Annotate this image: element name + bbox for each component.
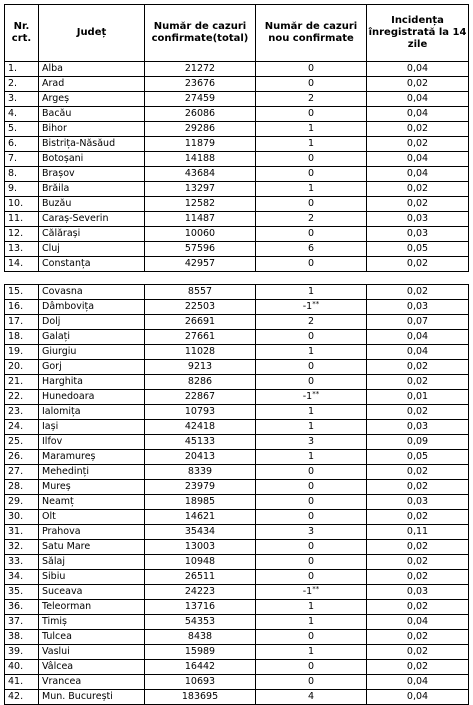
table-row bbox=[5, 257, 469, 272]
county-name: Bihor bbox=[39, 122, 145, 137]
county-name: Gorj bbox=[39, 360, 145, 375]
incidence-value: 0,04 bbox=[367, 107, 469, 122]
incidence-value: 0,02 bbox=[367, 465, 469, 480]
incidence-value: 0,02 bbox=[367, 660, 469, 675]
incidence-value: 0,02 bbox=[367, 555, 469, 570]
table-row bbox=[5, 495, 469, 510]
table-row bbox=[5, 77, 469, 92]
new-count: -1** bbox=[256, 300, 367, 315]
confirmed-count: 11028 bbox=[145, 345, 256, 360]
row-number: 30. bbox=[5, 510, 39, 525]
table-row bbox=[5, 227, 469, 242]
row-number: 42. bbox=[5, 690, 39, 705]
table-row bbox=[5, 480, 469, 495]
row-number: 17. bbox=[5, 315, 39, 330]
county-name: Mun. București bbox=[39, 690, 145, 705]
table-row bbox=[5, 660, 469, 675]
new-count: 0 bbox=[256, 630, 367, 645]
header-judet: Județ bbox=[39, 5, 145, 62]
new-count: 1 bbox=[256, 345, 367, 360]
row-number: 12. bbox=[5, 227, 39, 242]
row-number: 32. bbox=[5, 540, 39, 555]
row-number: 8. bbox=[5, 167, 39, 182]
row-number: 36. bbox=[5, 600, 39, 615]
county-name: Botoșani bbox=[39, 152, 145, 167]
row-number: 13. bbox=[5, 242, 39, 257]
row-number: 38. bbox=[5, 630, 39, 645]
county-name: Cluj bbox=[39, 242, 145, 257]
row-number: 5. bbox=[5, 122, 39, 137]
table-row bbox=[5, 197, 469, 212]
new-count: 0 bbox=[256, 540, 367, 555]
county-name: Constanța bbox=[39, 257, 145, 272]
incidence-value: 0,02 bbox=[367, 630, 469, 645]
county-name: Mehedinți bbox=[39, 465, 145, 480]
confirmed-count: 183695 bbox=[145, 690, 256, 705]
confirmed-count: 16442 bbox=[145, 660, 256, 675]
new-count: 2 bbox=[256, 212, 367, 227]
row-number: 26. bbox=[5, 450, 39, 465]
row-number: 27. bbox=[5, 465, 39, 480]
new-count: 0 bbox=[256, 555, 367, 570]
county-name: Maramureș bbox=[39, 450, 145, 465]
confirmed-count: 8339 bbox=[145, 465, 256, 480]
county-name: Alba bbox=[39, 62, 145, 77]
table-gap bbox=[5, 272, 469, 285]
table-row bbox=[5, 645, 469, 660]
table-row bbox=[5, 360, 469, 375]
table-row bbox=[5, 570, 469, 585]
table-row bbox=[5, 450, 469, 465]
county-name: Hunedoara bbox=[39, 390, 145, 405]
confirmed-count: 22867 bbox=[145, 390, 256, 405]
table-row bbox=[5, 510, 469, 525]
table-row bbox=[5, 465, 469, 480]
confirmed-count: 11879 bbox=[145, 137, 256, 152]
header-incidence: Incidența înregistrată la 14 zile bbox=[367, 5, 469, 62]
table-row bbox=[5, 212, 469, 227]
incidence-value: 0,04 bbox=[367, 690, 469, 705]
confirmed-count: 10693 bbox=[145, 675, 256, 690]
confirmed-count: 26511 bbox=[145, 570, 256, 585]
new-count: 2 bbox=[256, 92, 367, 107]
footnote-marker: ** bbox=[312, 300, 320, 309]
new-count: 4 bbox=[256, 690, 367, 705]
table-row bbox=[5, 420, 469, 435]
confirmed-count: 23979 bbox=[145, 480, 256, 495]
new-count: 1 bbox=[256, 615, 367, 630]
confirmed-count: 8438 bbox=[145, 630, 256, 645]
incidence-value: 0,02 bbox=[367, 137, 469, 152]
county-name: Neamț bbox=[39, 495, 145, 510]
row-number: 10. bbox=[5, 197, 39, 212]
table-row bbox=[5, 122, 469, 137]
incidence-value: 0,02 bbox=[367, 257, 469, 272]
header-new-cases: Număr de cazuri nou confirmate bbox=[256, 5, 367, 62]
table-row bbox=[5, 600, 469, 615]
confirmed-count: 24223 bbox=[145, 585, 256, 600]
confirmed-count: 13003 bbox=[145, 540, 256, 555]
incidence-value: 0,02 bbox=[367, 197, 469, 212]
confirmed-count: 13297 bbox=[145, 182, 256, 197]
table-row bbox=[5, 690, 469, 705]
county-name: Prahova bbox=[39, 525, 145, 540]
row-number: 20. bbox=[5, 360, 39, 375]
incidence-value: 0,02 bbox=[367, 570, 469, 585]
confirmed-count: 23676 bbox=[145, 77, 256, 92]
new-count: 3 bbox=[256, 525, 367, 540]
row-number: 39. bbox=[5, 645, 39, 660]
incidence-value: 0,02 bbox=[367, 600, 469, 615]
new-count: 0 bbox=[256, 480, 367, 495]
new-count: 0 bbox=[256, 197, 367, 212]
confirmed-count: 8557 bbox=[145, 285, 256, 300]
incidence-value: 0,02 bbox=[367, 405, 469, 420]
county-name: Sibiu bbox=[39, 570, 145, 585]
table-row bbox=[5, 242, 469, 257]
covid-cases-table bbox=[4, 4, 469, 705]
row-number: 41. bbox=[5, 675, 39, 690]
confirmed-count: 29286 bbox=[145, 122, 256, 137]
header-row bbox=[5, 5, 469, 62]
footnote-marker: ** bbox=[312, 390, 320, 399]
confirmed-count: 21272 bbox=[145, 62, 256, 77]
confirmed-count: 13716 bbox=[145, 600, 256, 615]
new-count: 0 bbox=[256, 77, 367, 92]
confirmed-count: 42957 bbox=[145, 257, 256, 272]
table-row bbox=[5, 92, 469, 107]
row-number: 19. bbox=[5, 345, 39, 360]
row-number: 21. bbox=[5, 375, 39, 390]
header-nr: Nr. crt. bbox=[5, 5, 39, 62]
table-row bbox=[5, 675, 469, 690]
table-row bbox=[5, 615, 469, 630]
new-count: 3 bbox=[256, 435, 367, 450]
row-number: 24. bbox=[5, 420, 39, 435]
new-count: 0 bbox=[256, 495, 367, 510]
incidence-value: 0,02 bbox=[367, 375, 469, 390]
gap-row bbox=[5, 272, 469, 285]
county-name: Ialomița bbox=[39, 405, 145, 420]
new-count: 1 bbox=[256, 182, 367, 197]
new-count: -1** bbox=[256, 585, 367, 600]
row-number: 23. bbox=[5, 405, 39, 420]
new-count: 1 bbox=[256, 137, 367, 152]
incidence-value: 0,04 bbox=[367, 330, 469, 345]
row-number: 15. bbox=[5, 285, 39, 300]
incidence-value: 0,03 bbox=[367, 227, 469, 242]
incidence-value: 0,04 bbox=[367, 62, 469, 77]
incidence-value: 0,11 bbox=[367, 525, 469, 540]
new-count: 0 bbox=[256, 62, 367, 77]
row-number: 22. bbox=[5, 390, 39, 405]
header-confirmed: Număr de cazuri confirmate(total) bbox=[145, 5, 256, 62]
new-count: 0 bbox=[256, 375, 367, 390]
new-count: 1 bbox=[256, 645, 367, 660]
table-row bbox=[5, 330, 469, 345]
incidence-value: 0,04 bbox=[367, 615, 469, 630]
confirmed-count: 35434 bbox=[145, 525, 256, 540]
row-number: 6. bbox=[5, 137, 39, 152]
county-name: Caraș-Severin bbox=[39, 212, 145, 227]
incidence-value: 0,07 bbox=[367, 315, 469, 330]
confirmed-count: 42418 bbox=[145, 420, 256, 435]
table-row bbox=[5, 375, 469, 390]
county-name: Buzău bbox=[39, 197, 145, 212]
row-number: 31. bbox=[5, 525, 39, 540]
row-number: 14. bbox=[5, 257, 39, 272]
table-row bbox=[5, 525, 469, 540]
row-number: 2. bbox=[5, 77, 39, 92]
row-number: 37. bbox=[5, 615, 39, 630]
county-name: Ilfov bbox=[39, 435, 145, 450]
table-row bbox=[5, 300, 469, 315]
incidence-value: 0,02 bbox=[367, 510, 469, 525]
new-count: 0 bbox=[256, 360, 367, 375]
row-number: 9. bbox=[5, 182, 39, 197]
incidence-value: 0,02 bbox=[367, 645, 469, 660]
row-number: 35. bbox=[5, 585, 39, 600]
new-count: 1 bbox=[256, 285, 367, 300]
county-name: Giurgiu bbox=[39, 345, 145, 360]
footnote-marker: ** bbox=[312, 585, 320, 594]
county-name: Arad bbox=[39, 77, 145, 92]
new-count: 1 bbox=[256, 122, 367, 137]
county-name: Tulcea bbox=[39, 630, 145, 645]
county-name: Dolj bbox=[39, 315, 145, 330]
county-name: Brașov bbox=[39, 167, 145, 182]
county-name: Harghita bbox=[39, 375, 145, 390]
row-number: 25. bbox=[5, 435, 39, 450]
incidence-value: 0,04 bbox=[367, 167, 469, 182]
new-count: 0 bbox=[256, 167, 367, 182]
confirmed-count: 15989 bbox=[145, 645, 256, 660]
new-count: 1 bbox=[256, 405, 367, 420]
table-row bbox=[5, 630, 469, 645]
county-name: Olt bbox=[39, 510, 145, 525]
incidence-value: 0,05 bbox=[367, 450, 469, 465]
incidence-value: 0,04 bbox=[367, 345, 469, 360]
confirmed-count: 18985 bbox=[145, 495, 256, 510]
incidence-value: 0,03 bbox=[367, 300, 469, 315]
row-number: 7. bbox=[5, 152, 39, 167]
confirmed-count: 27661 bbox=[145, 330, 256, 345]
new-count: 1 bbox=[256, 600, 367, 615]
table-body-part2 bbox=[5, 285, 469, 705]
county-name: Dâmbovița bbox=[39, 300, 145, 315]
table-row bbox=[5, 555, 469, 570]
incidence-value: 0,02 bbox=[367, 77, 469, 92]
new-count: 2 bbox=[256, 315, 367, 330]
new-count: 0 bbox=[256, 510, 367, 525]
incidence-value: 0,03 bbox=[367, 585, 469, 600]
table-row bbox=[5, 585, 469, 600]
new-count: 1 bbox=[256, 450, 367, 465]
table-row bbox=[5, 345, 469, 360]
row-number: 28. bbox=[5, 480, 39, 495]
incidence-value: 0,02 bbox=[367, 182, 469, 197]
incidence-value: 0,02 bbox=[367, 480, 469, 495]
incidence-value: 0,04 bbox=[367, 92, 469, 107]
incidence-value: 0,09 bbox=[367, 435, 469, 450]
confirmed-count: 45133 bbox=[145, 435, 256, 450]
confirmed-count: 43684 bbox=[145, 167, 256, 182]
table-body-part1 bbox=[5, 62, 469, 272]
county-name: Brăila bbox=[39, 182, 145, 197]
incidence-value: 0,02 bbox=[367, 122, 469, 137]
new-count: 0 bbox=[256, 227, 367, 242]
table-row bbox=[5, 315, 469, 330]
confirmed-count: 57596 bbox=[145, 242, 256, 257]
incidence-value: 0,03 bbox=[367, 212, 469, 227]
confirmed-count: 26086 bbox=[145, 107, 256, 122]
county-name: Vâlcea bbox=[39, 660, 145, 675]
county-name: Galați bbox=[39, 330, 145, 345]
county-name: Teleorman bbox=[39, 600, 145, 615]
row-number: 33. bbox=[5, 555, 39, 570]
confirmed-count: 27459 bbox=[145, 92, 256, 107]
confirmed-count: 9213 bbox=[145, 360, 256, 375]
new-count: 0 bbox=[256, 107, 367, 122]
row-number: 3. bbox=[5, 92, 39, 107]
table-row bbox=[5, 107, 469, 122]
new-count: 0 bbox=[256, 152, 367, 167]
confirmed-count: 26691 bbox=[145, 315, 256, 330]
new-count: 0 bbox=[256, 330, 367, 345]
table-row bbox=[5, 285, 469, 300]
incidence-value: 0,04 bbox=[367, 152, 469, 167]
incidence-value: 0,02 bbox=[367, 360, 469, 375]
row-number: 16. bbox=[5, 300, 39, 315]
confirmed-count: 22503 bbox=[145, 300, 256, 315]
table-row bbox=[5, 405, 469, 420]
confirmed-count: 12582 bbox=[145, 197, 256, 212]
county-name: Călărași bbox=[39, 227, 145, 242]
new-count: -1** bbox=[256, 390, 367, 405]
confirmed-count: 14621 bbox=[145, 510, 256, 525]
confirmed-count: 10793 bbox=[145, 405, 256, 420]
new-count: 0 bbox=[256, 257, 367, 272]
county-name: Vaslui bbox=[39, 645, 145, 660]
incidence-value: 0,04 bbox=[367, 675, 469, 690]
confirmed-count: 54353 bbox=[145, 615, 256, 630]
table-row bbox=[5, 137, 469, 152]
table-row bbox=[5, 390, 469, 405]
incidence-value: 0,02 bbox=[367, 540, 469, 555]
incidence-value: 0,05 bbox=[367, 242, 469, 257]
table-row bbox=[5, 540, 469, 555]
county-name: Sălaj bbox=[39, 555, 145, 570]
row-number: 1. bbox=[5, 62, 39, 77]
county-name: Bacău bbox=[39, 107, 145, 122]
county-name: Argeș bbox=[39, 92, 145, 107]
county-name: Covasna bbox=[39, 285, 145, 300]
row-number: 11. bbox=[5, 212, 39, 227]
incidence-value: 0,03 bbox=[367, 495, 469, 510]
new-count: 0 bbox=[256, 570, 367, 585]
table-row bbox=[5, 435, 469, 450]
incidence-value: 0,01 bbox=[367, 390, 469, 405]
new-count: 0 bbox=[256, 660, 367, 675]
county-name: Satu Mare bbox=[39, 540, 145, 555]
county-name: Suceava bbox=[39, 585, 145, 600]
row-number: 40. bbox=[5, 660, 39, 675]
incidence-value: 0,03 bbox=[367, 420, 469, 435]
county-name: Iași bbox=[39, 420, 145, 435]
table-row bbox=[5, 152, 469, 167]
confirmed-count: 10948 bbox=[145, 555, 256, 570]
county-name: Vrancea bbox=[39, 675, 145, 690]
confirmed-count: 10060 bbox=[145, 227, 256, 242]
confirmed-count: 14188 bbox=[145, 152, 256, 167]
row-number: 34. bbox=[5, 570, 39, 585]
confirmed-count: 20413 bbox=[145, 450, 256, 465]
county-name: Bistrița-Năsăud bbox=[39, 137, 145, 152]
table-row bbox=[5, 167, 469, 182]
row-number: 29. bbox=[5, 495, 39, 510]
county-name: Mureș bbox=[39, 480, 145, 495]
new-count: 0 bbox=[256, 465, 367, 480]
table-row bbox=[5, 62, 469, 77]
new-count: 1 bbox=[256, 420, 367, 435]
row-number: 4. bbox=[5, 107, 39, 122]
new-count: 0 bbox=[256, 675, 367, 690]
county-name: Timiș bbox=[39, 615, 145, 630]
confirmed-count: 11487 bbox=[145, 212, 256, 227]
new-count: 6 bbox=[256, 242, 367, 257]
confirmed-count: 8286 bbox=[145, 375, 256, 390]
row-number: 18. bbox=[5, 330, 39, 345]
incidence-value: 0,02 bbox=[367, 285, 469, 300]
table-row bbox=[5, 182, 469, 197]
